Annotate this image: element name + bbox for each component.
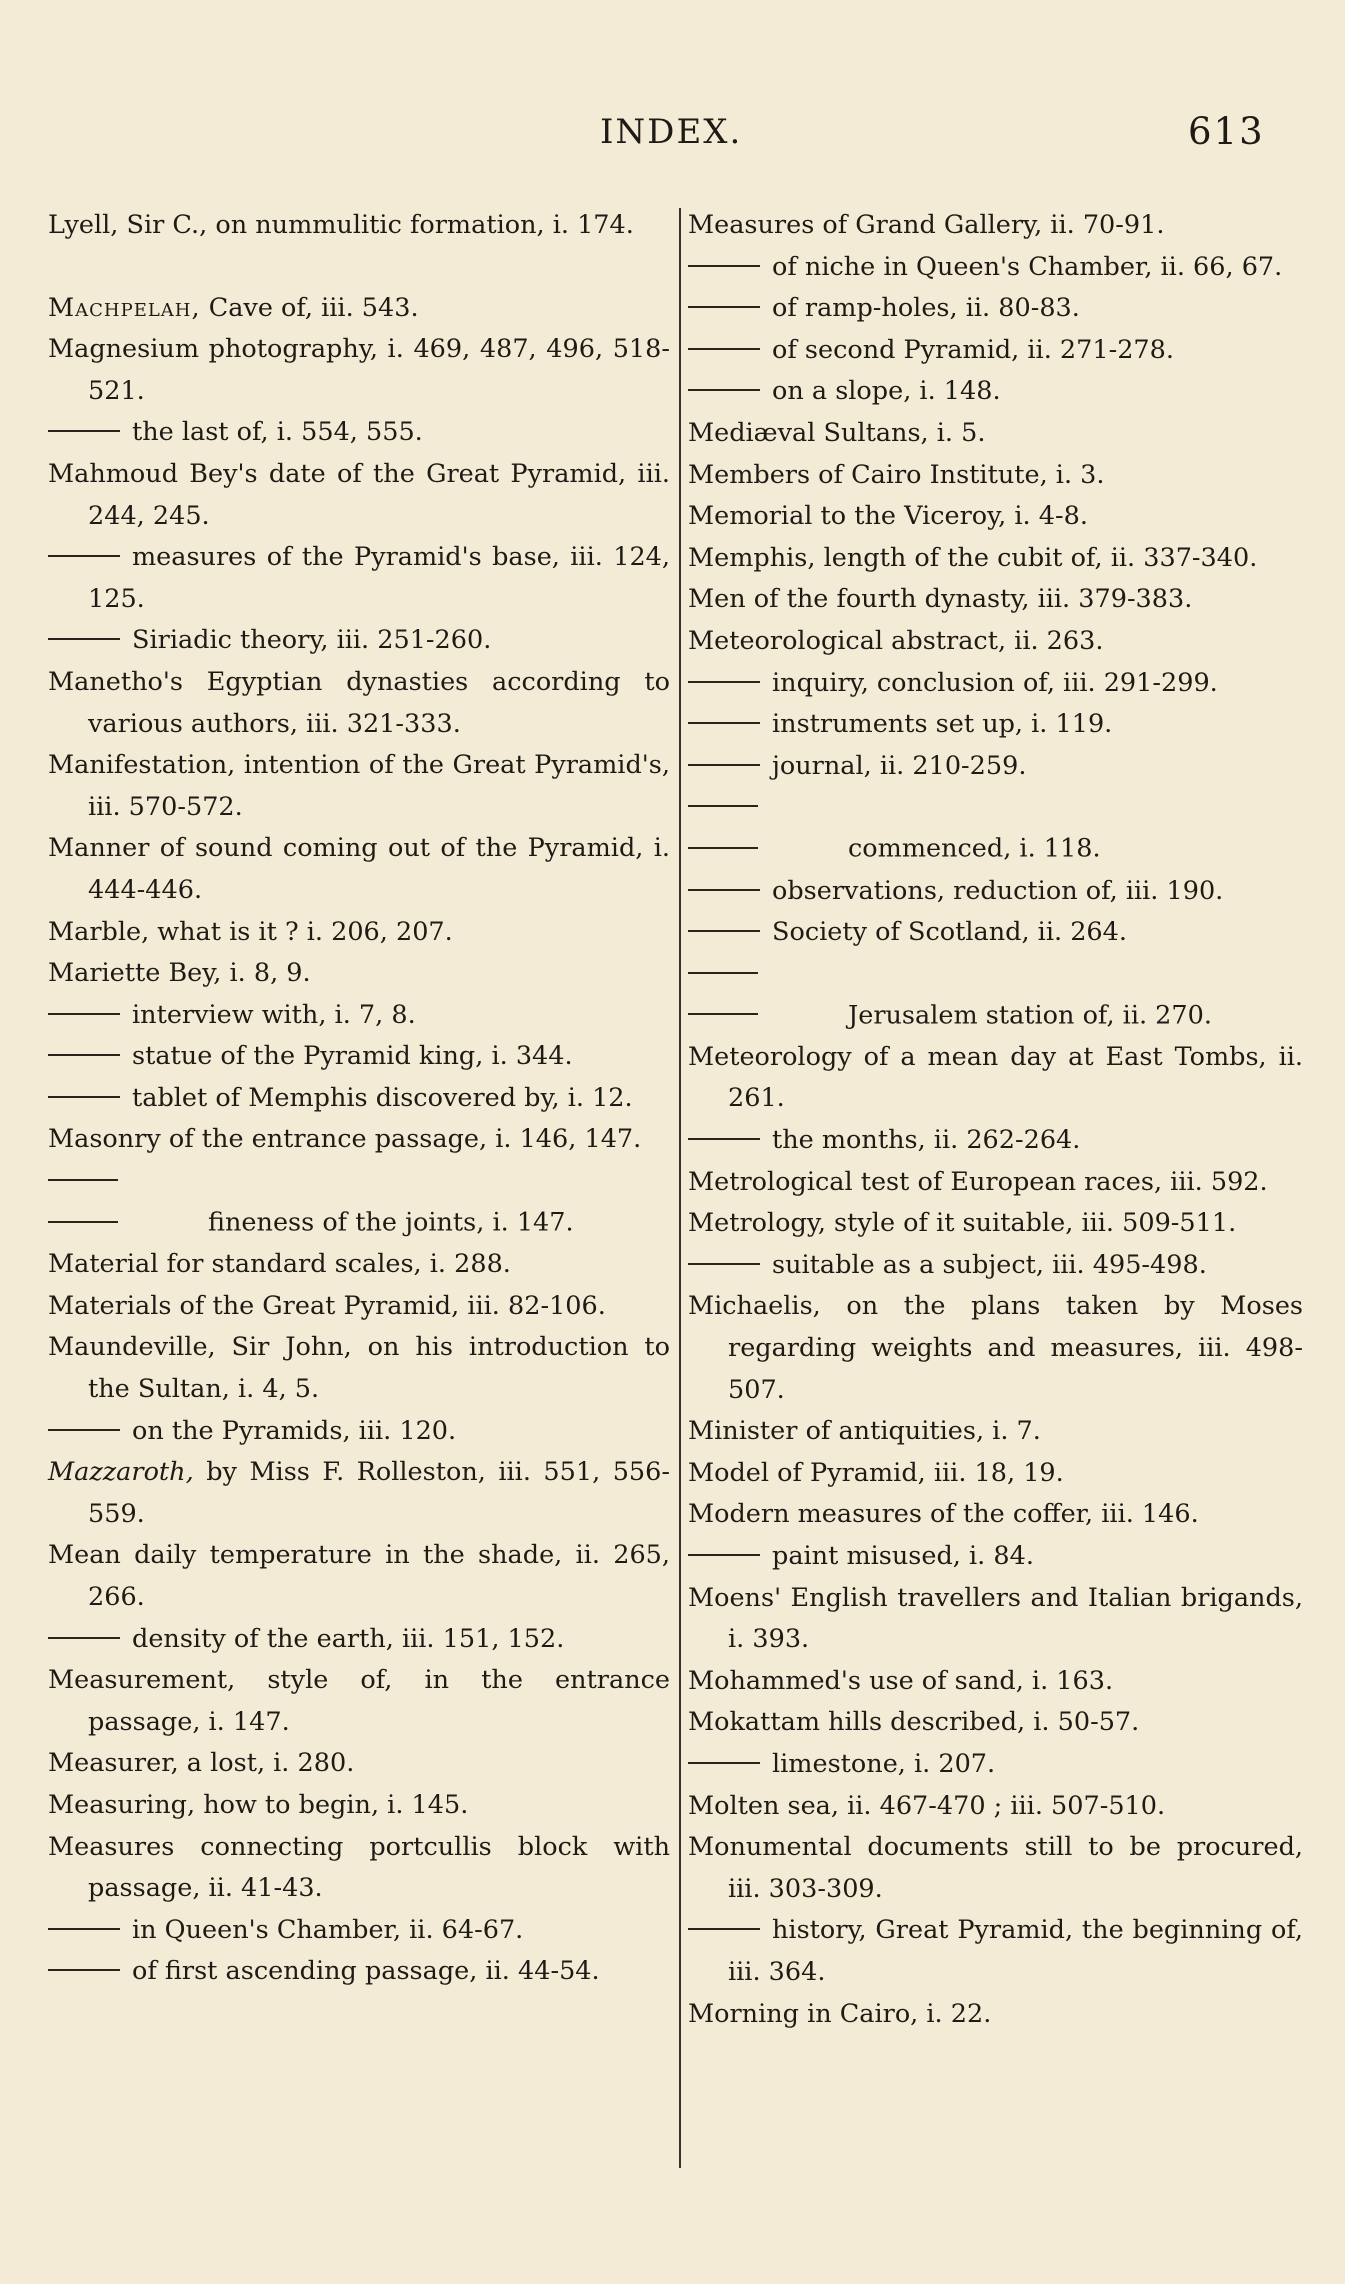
entry-headword: Machpelah, bbox=[48, 292, 201, 323]
index-entry bbox=[688, 413, 1303, 455]
entry-text: Morning in Cairo, i. 22. bbox=[688, 1998, 992, 2029]
entry-text: Mokattam hills described, i. 50-57. bbox=[688, 1707, 1140, 1738]
index-entry bbox=[48, 1411, 670, 1453]
entry-text: Men of the fourth dynasty, iii. 379-383. bbox=[688, 584, 1193, 615]
entry-text: Mohammed's use of sand, i. 163. bbox=[688, 1665, 1114, 1696]
index-entry bbox=[48, 912, 670, 954]
index-entry bbox=[688, 496, 1303, 538]
index-entry bbox=[48, 1327, 670, 1410]
entry-text: measures of the Pyramid's base, iii. 124, 125. bbox=[88, 542, 670, 614]
entry-text: in Queen's Chamber, ii. 64-67. bbox=[132, 1914, 524, 1945]
entry-text: Magnesium photography, i. 469, 487, 496, 518-521. bbox=[48, 334, 670, 406]
index-entry bbox=[688, 1578, 1303, 1661]
index-entry bbox=[688, 1453, 1303, 1495]
ditto-dash bbox=[688, 722, 760, 724]
entry-text: of first ascending passage, ii. 44-54. bbox=[132, 1956, 600, 1987]
index-entry bbox=[48, 1036, 670, 1078]
index-entry bbox=[48, 288, 670, 330]
index-entry bbox=[688, 1494, 1303, 1536]
ditto-dash bbox=[688, 930, 760, 932]
index-entry bbox=[688, 787, 1303, 870]
entry-text: Meteorological abstract, ii. 263. bbox=[688, 625, 1104, 656]
entry-text: history, Great Pyramid, the beginning of, iii. 364. bbox=[728, 1915, 1303, 1987]
index-entry bbox=[48, 1161, 670, 1244]
entry-text: on the Pyramids, iii. 120. bbox=[132, 1415, 457, 1446]
entry-text: Manetho's Egyptian dynasties according to various authors, iii. 321-333. bbox=[48, 666, 670, 739]
index-entry bbox=[688, 1037, 1303, 1120]
index-entry bbox=[48, 1951, 670, 1993]
ditto-dash bbox=[48, 638, 120, 640]
entry-text: Monumental documents still to be procured, iii. 303-309. bbox=[688, 1832, 1303, 1904]
index-entry bbox=[48, 995, 670, 1037]
entry-text: on a slope, i. 148. bbox=[772, 376, 1001, 407]
entry-text: Meteorology of a mean day at East Tombs, ii. 261. bbox=[688, 1041, 1303, 1114]
entry-text: Manifestation, intention of the Great Pyramid's, iii. 570-572. bbox=[48, 750, 670, 822]
index-entry bbox=[48, 828, 670, 911]
entry-text: journal, ii. 210-259. bbox=[772, 750, 1027, 781]
ditto-dash bbox=[688, 306, 760, 308]
entry-text: density of the earth, iii. 151, 152. bbox=[132, 1623, 565, 1654]
index-entry bbox=[688, 371, 1303, 413]
double-ditto-dash bbox=[688, 954, 848, 1037]
entry-text: Measures of Grand Gallery, ii. 70-91. bbox=[688, 210, 1165, 240]
index-entry bbox=[48, 1743, 670, 1785]
ditto-dash bbox=[688, 1138, 760, 1140]
entry-text: Model of Pyramid, iii. 18, 19. bbox=[688, 1457, 1064, 1488]
entry-text: statue of the Pyramid king, i. 344. bbox=[132, 1041, 573, 1072]
ditto-dash bbox=[48, 1096, 120, 1098]
entry-text: interview with, i. 7, 8. bbox=[132, 999, 416, 1030]
index-entry bbox=[688, 330, 1303, 372]
index-entry bbox=[688, 1203, 1303, 1245]
entry-text: Mediæval Sultans, i. 5. bbox=[688, 417, 986, 448]
index-entry bbox=[48, 537, 670, 620]
index-entry bbox=[48, 1119, 670, 1161]
entry-text: Memphis, length of the cubit of, ii. 337-340. bbox=[688, 542, 1258, 573]
index-entry bbox=[688, 1536, 1303, 1578]
ditto-dash bbox=[688, 1762, 760, 1764]
index-entry bbox=[688, 1786, 1303, 1828]
entry-text: paint misused, i. 84. bbox=[772, 1541, 1034, 1571]
entry-text: fineness of the joints, i. 147. bbox=[208, 1207, 574, 1238]
ditto-dash bbox=[688, 348, 760, 350]
running-head-title: INDEX. bbox=[600, 112, 743, 152]
index-entry bbox=[688, 1994, 1303, 2036]
entry-text: Metrological test of European races, iii. 592. bbox=[688, 1166, 1268, 1197]
index-entry bbox=[688, 538, 1303, 580]
index-entry bbox=[688, 1661, 1303, 1703]
index-entry bbox=[48, 329, 670, 412]
column-divider bbox=[679, 208, 681, 2168]
entry-text: inquiry, conclusion of, iii. 291-299. bbox=[772, 667, 1218, 698]
entry-text: of second Pyramid, ii. 271-278. bbox=[772, 334, 1174, 365]
entry-text: Measurement, style of, in the entrance passage, i. 147. bbox=[48, 1665, 670, 1737]
entry-text: Materials of the Great Pyramid, iii. 82-106. bbox=[48, 1290, 606, 1321]
entry-text: Material for standard scales, i. 288. bbox=[48, 1249, 511, 1280]
ditto-dash bbox=[48, 1969, 120, 1971]
index-entry bbox=[688, 1245, 1303, 1287]
ditto-dash bbox=[688, 1554, 760, 1556]
index-entry bbox=[48, 745, 670, 828]
ditto-dash bbox=[688, 681, 760, 683]
entry-headword: Mazzaroth, bbox=[48, 1457, 194, 1488]
index-entry bbox=[688, 954, 1303, 1037]
ditto-dash bbox=[688, 764, 760, 766]
index-entry bbox=[48, 1452, 670, 1535]
entry-text: Molten sea, ii. 467-470 ; iii. 507-510. bbox=[688, 1790, 1166, 1821]
index-entry bbox=[48, 1785, 670, 1827]
entry-text: Measurer, a lost, i. 280. bbox=[48, 1748, 355, 1779]
index-entry bbox=[48, 205, 670, 247]
entry-text: Michaelis, on the plans taken by Moses regarding weights and measures, iii. 498-507. bbox=[688, 1291, 1303, 1405]
entry-text: observations, reduction of, iii. 190. bbox=[772, 875, 1224, 906]
entry-text: Measures connecting portcullis block with passage, ii. 41-43. bbox=[48, 1831, 670, 1904]
index-entry bbox=[688, 1162, 1303, 1204]
ditto-dash bbox=[48, 1429, 120, 1431]
entry-text: instruments set up, i. 119. bbox=[772, 709, 1113, 740]
index-entry bbox=[688, 1910, 1303, 1993]
index-entry bbox=[688, 579, 1303, 621]
entry-gap bbox=[48, 247, 670, 288]
index-entry bbox=[48, 1619, 670, 1661]
entry-text: Mariette Bey, i. 8, 9. bbox=[48, 958, 311, 989]
index-column-right bbox=[688, 205, 1303, 2035]
ditto-dash bbox=[688, 889, 760, 891]
ditto-dash bbox=[48, 1637, 120, 1639]
entry-text: Measuring, how to begin, i. 145. bbox=[48, 1789, 469, 1820]
entry-text: limestone, i. 207. bbox=[772, 1748, 996, 1779]
index-entry bbox=[48, 454, 670, 537]
entry-text: Minister of antiquities, i. 7. bbox=[688, 1416, 1041, 1447]
page-header bbox=[0, 112, 1345, 162]
index-entry bbox=[688, 871, 1303, 913]
index-entry bbox=[48, 1827, 670, 1910]
index-entry bbox=[688, 704, 1303, 746]
index-entry bbox=[48, 1286, 670, 1328]
ditto-dash bbox=[688, 1928, 760, 1930]
entry-text: Masonry of the entrance passage, i. 146, 147. bbox=[48, 1124, 642, 1155]
index-entry bbox=[48, 662, 670, 745]
entry-text: Lyell, Sir C., on nummulitic formation, i. 174. bbox=[48, 210, 634, 240]
index-entry bbox=[48, 1078, 670, 1120]
index-entry bbox=[48, 953, 670, 995]
index-entry bbox=[688, 455, 1303, 497]
index-entry bbox=[688, 1286, 1303, 1411]
page-number: 613 bbox=[1188, 110, 1265, 153]
index-entry bbox=[688, 621, 1303, 663]
index-entry bbox=[688, 1744, 1303, 1786]
entry-text: commenced, i. 118. bbox=[848, 833, 1101, 864]
entry-text: of ramp-holes, ii. 80-83. bbox=[772, 293, 1080, 324]
double-ditto-dash bbox=[48, 1161, 208, 1244]
ditto-dash bbox=[48, 430, 120, 432]
entry-text: Memorial to the Viceroy, i. 4-8. bbox=[688, 501, 1088, 532]
ditto-dash bbox=[688, 265, 760, 267]
entry-text: Society of Scotland, ii. 264. bbox=[772, 917, 1127, 948]
index-entry bbox=[688, 912, 1303, 954]
entry-text: Mahmoud Bey's date of the Great Pyramid, iii. 244, 245. bbox=[48, 458, 670, 531]
index-entry bbox=[688, 1827, 1303, 1910]
entry-text: Moens' English travellers and Italian brigands, i. 393. bbox=[688, 1582, 1303, 1655]
ditto-dash bbox=[688, 1263, 760, 1265]
index-entry bbox=[688, 205, 1303, 247]
entry-text: Siriadic theory, iii. 251-260. bbox=[132, 625, 492, 656]
entry-text: Members of Cairo Institute, i. 3. bbox=[688, 459, 1105, 490]
entry-text: Cave of, iii. 543. bbox=[200, 292, 419, 323]
ditto-dash bbox=[48, 1928, 120, 1930]
index-entry bbox=[688, 288, 1303, 330]
double-ditto-dash bbox=[688, 787, 848, 870]
entry-text: Marble, what is it ? i. 206, 207. bbox=[48, 916, 453, 947]
entry-text: of niche in Queen's Chamber, ii. 66, 67. bbox=[772, 251, 1283, 282]
index-entry bbox=[688, 746, 1303, 788]
index-entry bbox=[688, 1411, 1303, 1453]
index-entry bbox=[48, 1535, 670, 1618]
index-entry bbox=[688, 663, 1303, 705]
index-column-left bbox=[48, 205, 670, 1993]
index-entry bbox=[48, 620, 670, 662]
ditto-dash bbox=[48, 555, 120, 557]
entry-text: tablet of Memphis discovered by, i. 12. bbox=[132, 1082, 633, 1113]
ditto-dash bbox=[48, 1054, 120, 1056]
index-entry bbox=[48, 412, 670, 454]
entry-text: by Miss F. Rolleston, iii. 551, 556-559. bbox=[88, 1457, 670, 1529]
entry-text: Jerusalem station of, ii. 270. bbox=[848, 1000, 1212, 1031]
index-entry bbox=[48, 1660, 670, 1743]
index-entry bbox=[688, 1120, 1303, 1162]
ditto-dash bbox=[48, 1013, 120, 1015]
ditto-dash bbox=[688, 389, 760, 391]
index-entry bbox=[688, 1702, 1303, 1744]
entry-text: Maundeville, Sir John, on his introduction to the Sultan, i. 4, 5. bbox=[48, 1332, 670, 1405]
index-entry bbox=[688, 247, 1303, 289]
entry-text: Modern measures of the coffer, iii. 146. bbox=[688, 1499, 1199, 1530]
entry-text: suitable as a subject, iii. 495-498. bbox=[772, 1249, 1207, 1280]
entry-text: Manner of sound coming out of the Pyramid, i. 444-446. bbox=[48, 833, 670, 905]
index-entry bbox=[48, 1244, 670, 1286]
entry-text: Mean daily temperature in the shade, ii. 265, 266. bbox=[48, 1540, 670, 1612]
entry-text: the months, ii. 262-264. bbox=[772, 1125, 1081, 1156]
entry-text: the last of, i. 554, 555. bbox=[132, 417, 423, 448]
index-entry bbox=[48, 1910, 670, 1952]
entry-text: Metrology, style of it suitable, iii. 509-511. bbox=[688, 1208, 1237, 1239]
